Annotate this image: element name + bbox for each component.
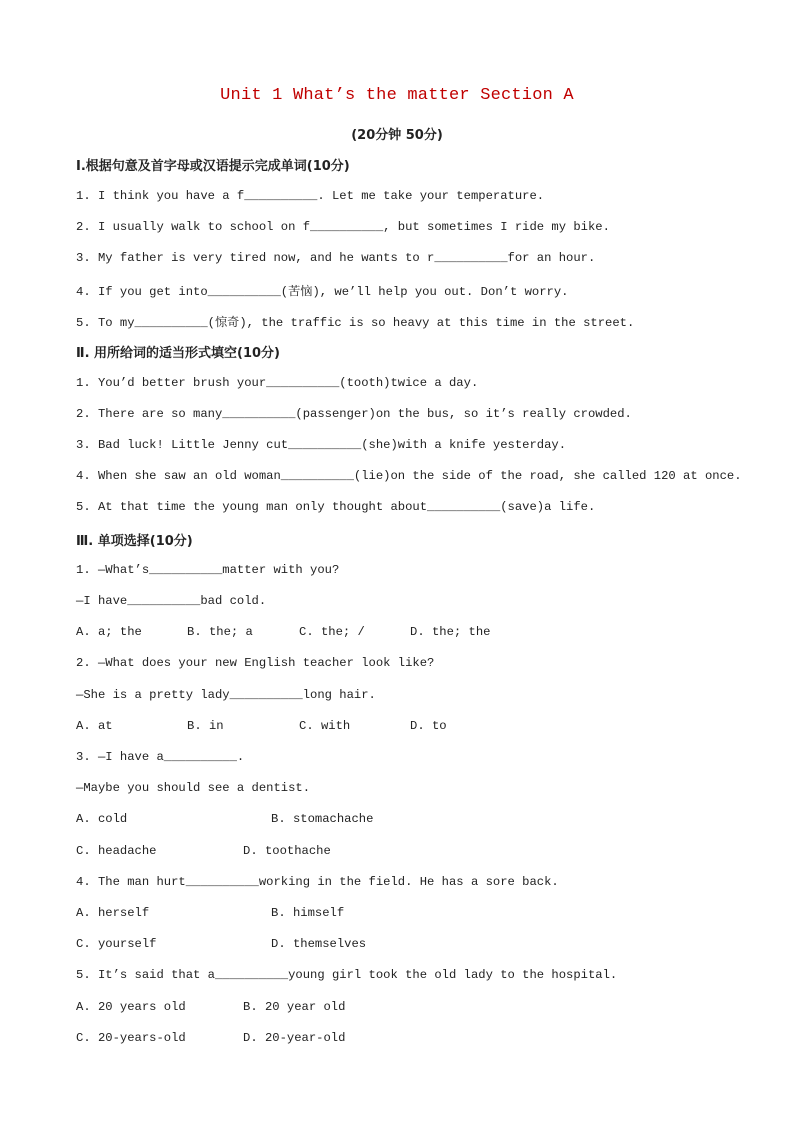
s3-q5-stem: 5. It’s said that a__________young girl took the old lady to the hospital. <box>76 968 618 982</box>
s3-q3-option-d: D. toothache <box>243 844 331 858</box>
time-score-info: (20分钟 50分) <box>351 128 443 143</box>
s2-question-4: 4. When she saw an old woman__________(lie)on the side of the road, she called 120 at once. <box>76 469 742 483</box>
s3-q5-option-d: D. 20-year-old <box>243 1031 346 1045</box>
s3-q1-option-a: A. a; the <box>76 625 142 639</box>
s3-q4-option-b: B. himself <box>271 906 345 920</box>
s3-q3-reply: —Maybe you should see a dentist. <box>76 781 311 795</box>
s3-q2-reply: —She is a pretty lady__________long hair. <box>76 688 376 702</box>
s3-q4-option-d: D. themselves <box>271 937 367 951</box>
s3-q2-option-a: A. at <box>76 719 113 733</box>
s3-q3-option-c: C. headache <box>76 844 157 858</box>
section-1-heading: Ⅰ.根据句意及首字母或汉语提示完成单词(10分) <box>76 159 350 174</box>
s2-question-1: 1. You’d better brush your__________(tooth)twice a day. <box>76 376 479 390</box>
s2-question-3: 3. Bad luck! Little Jenny cut__________(she)with a knife yesterday. <box>76 438 567 452</box>
s3-q2-option-d: D. to <box>410 719 447 733</box>
s1-question-5: 5. To my__________(惊奇), the traffic is so heavy at this time in the street. <box>76 316 635 330</box>
s3-q4-option-c: C. yourself <box>76 937 157 951</box>
s3-q2-stem: 2. —What does your new English teacher look like? <box>76 656 435 670</box>
section-2-heading: Ⅱ. 用所给词的适当形式填空(10分) <box>76 346 281 361</box>
s3-q4-stem: 4. The man hurt__________working in the field. He has a sore back. <box>76 875 559 889</box>
s3-q4-option-a: A. herself <box>76 906 150 920</box>
section-3-heading: Ⅲ. 单项选择(10分) <box>76 534 193 549</box>
s3-q1-option-d: D. the; the <box>410 625 491 639</box>
s3-q2-option-b: B. in <box>187 719 224 733</box>
s3-q3-option-a: A. cold <box>76 812 128 826</box>
s1-question-3: 3. My father is very tired now, and he wants to r__________for an hour. <box>76 251 596 265</box>
s3-q1-stem: 1. —What’s__________matter with you? <box>76 563 340 577</box>
s3-q3-option-b: B. stomachache <box>271 812 374 826</box>
s2-question-2: 2. There are so many__________(passenger)on the bus, so it’s really crowded. <box>76 407 632 421</box>
s3-q2-option-c: C. with <box>299 719 351 733</box>
s2-question-5: 5. At that time the young man only thought about__________(save)a life. <box>76 500 596 514</box>
s1-question-1: 1. I think you have a f__________. Let me take your temperature. <box>76 189 545 203</box>
s3-q3-stem: 3. —I have a__________. <box>76 750 245 764</box>
s3-q1-reply: —I have__________bad cold. <box>76 594 267 608</box>
s3-q5-option-a: A. 20 years old <box>76 1000 186 1014</box>
s3-q5-option-c: C. 20-years-old <box>76 1031 186 1045</box>
s3-q5-option-b: B. 20 year old <box>243 1000 346 1014</box>
s1-question-2: 2. I usually walk to school on f__________, but sometimes I ride my bike. <box>76 220 610 234</box>
s3-q1-option-b: B. the; a <box>187 625 253 639</box>
s1-question-4: 4. If you get into__________(苦恼), we’ll help you out. Don’t worry. <box>76 285 569 299</box>
s3-q1-option-c: C. the; / <box>299 625 365 639</box>
page-title: Unit 1 What’s the matter Section A <box>220 86 574 105</box>
